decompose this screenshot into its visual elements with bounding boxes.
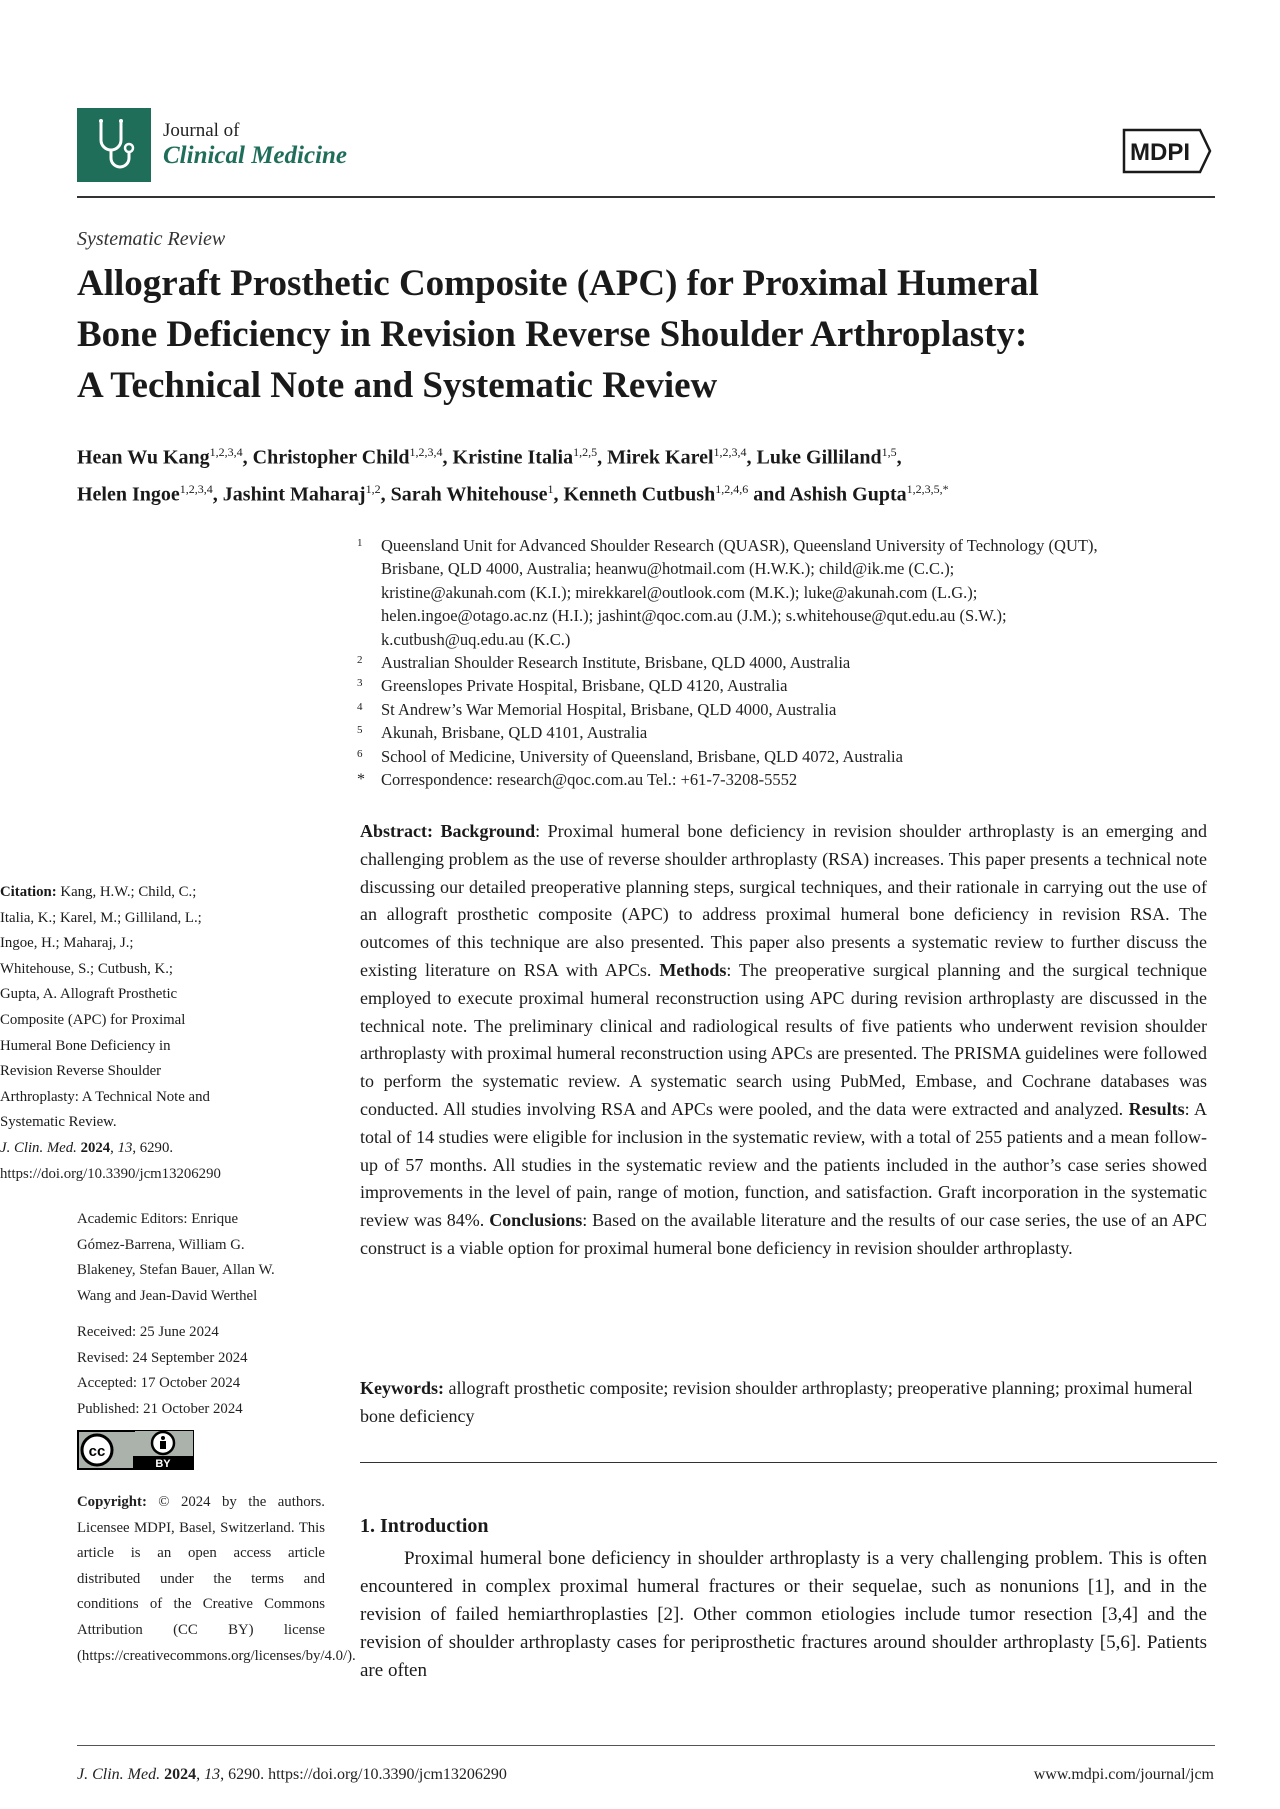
author-list [77, 437, 1217, 510]
affiliation-mark: 5 [357, 724, 363, 737]
keywords [360, 1375, 1207, 1431]
affiliation-line: kristine@akunah.com (K.I.); mirekkarel@outlook.com (M.K.); luke@akunah.com (L.G.); [381, 582, 978, 602]
author-affiliation-marks: 1,2,3,4 [209, 445, 243, 459]
citation-line: Arthroplasty: A Technical Note and [0, 1088, 210, 1105]
author-name[interactable]: Helen Ingoe [77, 483, 180, 506]
copyright-notice [77, 1490, 356, 1669]
date-received: Received: 25 June 2024 [77, 1324, 219, 1340]
citation-pages: , 6290. [132, 1139, 174, 1156]
citation-year: 2024 [80, 1139, 111, 1156]
article-title [77, 258, 1177, 411]
citation-line: Revision Reverse Shoulder [0, 1063, 162, 1080]
editors-line: Academic Editors: Enrique [77, 1211, 239, 1227]
affiliation-item [357, 674, 1217, 697]
footer-journal: J. Clin. Med. [77, 1766, 161, 1783]
affiliation-line: Greenslopes Private Hospital, Brisbane, QLD 4120, Australia [381, 676, 788, 696]
citation-line: Italia, K.; Karel, M.; Gilliland, L.; [0, 909, 202, 926]
author-name[interactable]: Luke Gilliland [756, 446, 882, 469]
author-affiliation-marks: 1,2,3,5,* [906, 481, 949, 496]
author-name[interactable]: Sarah Whitehouse [390, 483, 548, 506]
abstract-conclusions-label: Conclusions [489, 1210, 583, 1231]
footer-volume: 13 [204, 1766, 221, 1783]
affiliation-item [357, 534, 1217, 651]
author-affiliation-marks: 1,5 [881, 445, 897, 459]
author-separator: , [380, 483, 391, 506]
author-affiliation-marks: 1 [547, 481, 554, 496]
citation-doi-link[interactable]: https://doi.org/10.3390/jcm13206290 [0, 1165, 221, 1182]
copyright-label: Copyright: [77, 1494, 147, 1510]
affiliation-mark: * [357, 771, 365, 789]
editors-line: Blakeney, Stefan Bauer, Allan W. [77, 1262, 275, 1279]
affiliation-line: Queensland Unit for Advanced Shoulder Research (QUASR), Queensland University of Technology (QUT), [381, 536, 1098, 555]
author-affiliation-marks: 1,2,4,6 [715, 481, 749, 496]
affiliation-line: k.cutbush@uq.edu.au (K.C.) [381, 629, 571, 649]
abstract-background-text: : Proximal humeral bone deficiency in revision shoulder arthroplasty is an emerging and challenging problem as the use of reverse shoulder arthroplasty (RSA) increases. This paper presents a technical note discussing our detailed preoperative planning steps, surgical techniques, and their rationale in carrying out the use of an allograft prosthetic composite (APC) to address proximal humeral bone deficiency in revision RSA. The outcomes of this technique are also presented. This paper also presents a systematic review to further discuss the existing literature on RSA with APCs. [360, 821, 1207, 980]
title-line: Allograft Prosthetic Composite (APC) for Proximal Humeral [77, 263, 1039, 304]
affiliations [357, 534, 1217, 791]
footer-doi: , 6290. https://doi.org/10.3390/jcm13206290 [220, 1766, 507, 1783]
journal-name-small: Journal of [163, 120, 240, 141]
author-name[interactable]: Mirek Karel [607, 446, 714, 469]
author-affiliation-marks: 1,2,3,4 [179, 481, 213, 496]
publisher-logo [1116, 124, 1214, 183]
date-revised: Revised: 24 September 2024 [77, 1349, 248, 1366]
editors-line: Gómez-Barrena, William G. [77, 1236, 245, 1253]
date-accepted: Accepted: 17 October 2024 [77, 1375, 241, 1392]
author-separator: , [442, 446, 453, 469]
author-separator: and [748, 483, 790, 506]
abstract-results-text: : A total of 14 studies were eligible for inclusion in the systematic review, with a total of 255 patients and a mean follow-up of 57 months. All studies in the systematic review and the patients included in the author’s case series showed improvements in the level of pain, range of motion, function, and satisfaction. Graft incorporation in the systematic review was 84%. [360, 1098, 1207, 1231]
publication-dates [77, 1320, 327, 1422]
svg-text:cc: cc [88, 1443, 106, 1460]
abstract-results-label: Results [1128, 1098, 1185, 1119]
author-separator: , [553, 483, 564, 506]
author-name[interactable]: Hean Wu Kang [77, 446, 210, 469]
section-divider [360, 1462, 1217, 1463]
title-line: A Technical Note and Systematic Review [77, 365, 718, 406]
affiliation-item [357, 745, 1217, 768]
affiliation-line: Akunah, Brisbane, QLD 4101, Australia [381, 723, 648, 743]
affiliation-mark: 3 [357, 677, 363, 690]
author-name[interactable]: Ashish Gupta [789, 483, 907, 506]
affiliation-item [357, 698, 1217, 721]
section-heading: 1. Introduction [360, 1515, 489, 1537]
author-separator: , [242, 446, 253, 469]
author-affiliation-marks: 1,2,3,4 [409, 445, 443, 459]
affiliation-item [357, 721, 1217, 744]
author-name[interactable]: Christopher Child [252, 446, 410, 469]
cc-by-label: BY [155, 1458, 171, 1470]
author-name[interactable]: Kristine Italia [452, 446, 574, 469]
citation-volume: 13 [117, 1139, 133, 1156]
citation-line: Gupta, A. Allograft Prosthetic [0, 986, 178, 1003]
header-divider [77, 196, 1215, 198]
citation-label: Citation: [0, 884, 57, 900]
citation-line: Ingoe, H.; Maharaj, J.; [0, 935, 134, 952]
citation-line: Humeral Bone Deficiency in [0, 1037, 171, 1054]
affiliation-line: School of Medicine, University of Queensland, Brisbane, QLD 4072, Australia [381, 746, 903, 766]
author-name[interactable]: Jashint Maharaj [222, 483, 366, 506]
author-affiliation-marks: 1,2 [365, 481, 381, 496]
citation-line: Kang, H.W.; Child, C.; [56, 884, 197, 900]
affiliation-line: Correspondence: research@qoc.com.au Tel.: +61-7-3208-5552 [381, 770, 798, 790]
abstract-conclusions-text: : Based on the available literature and the results of our case series, the use of an APC construct is a viable option for proximal humeral bone deficiency in revision shoulder arthroplasty. [360, 1210, 1207, 1258]
affiliation-line: Australian Shoulder Research Institute, Brisbane, QLD 4000, Australia [381, 653, 851, 673]
author-affiliation-marks: 1,2,3,4 [713, 445, 747, 459]
abstract-label: Abstract: [360, 821, 433, 841]
affiliation-mark: 4 [357, 700, 363, 713]
author-line [77, 474, 1217, 511]
citation-block: Citation: Kang, H.W.; Child, C.; Italia, K.; Karel, M.; Gilliland, L.; Ingoe, H.; Maharaj, J.; Whitehouse, S.; Cutbush, K.; Gupta, A. Allograft Prosthetic Composite (APC) for Proximal Humeral Bone Deficiency in Revision Reverse Shoulder Arthroplasty: A Technical Note and Systematic Review. J. Clin. Med. 2024, 13, 6290. https://doi.org/10.3390/jcm13206290 [0, 884, 221, 1182]
abstract-background-label: Background [440, 821, 536, 841]
article-type: Systematic Review [77, 228, 226, 250]
publisher-name: MDPI [1130, 139, 1190, 166]
author-separator: , [597, 446, 608, 469]
footer-year: 2024 [164, 1766, 197, 1783]
affiliation-item [357, 651, 1217, 674]
introduction-paragraph: Proximal humeral bone deficiency in shoulder arthroplasty is a very challenging problem. This is often encountered in complex proximal humeral fractures or their sequelae, such as nonunions [1], and in the revision of failed hemiarthroplasties [2]. Other common etiologies include tumor resection [3,4] and the revision of shoulder arthroplasty cases for periprosthetic fractures around shoulder arthroplasty [5,6]. Patients are often [360, 1548, 1207, 1681]
affiliation-mark: 2 [357, 654, 363, 667]
copyright-text: © 2024 by the authors. Licensee MDPI, Basel, Switzerland. This article is an open access article distributed under the terms and conditions of the Creative Commons Attribution (CC BY) license (https://creativecommons.org/licenses/by/4.0/). [77, 1494, 356, 1664]
author-separator: , [212, 483, 223, 506]
cc-by-license-badge[interactable] [77, 1430, 194, 1470]
abstract-methods-label: Methods [659, 959, 727, 980]
academic-editors [77, 1207, 327, 1309]
date-published: Published: 21 October 2024 [77, 1400, 243, 1417]
footer-citation: J. Clin. Med. 2024, 13, 6290. https://doi.org/10.3390/jcm13206290 [77, 1766, 507, 1783]
affiliation-line: helen.ingoe@otago.ac.nz (H.I.); jashint@qoc.com.au (J.M.); s.whitehouse@qut.edu.au (S.W.); [381, 606, 1007, 626]
affiliation-mark: 1 [357, 537, 363, 549]
affiliation-mark: 6 [357, 747, 363, 760]
footer-divider [77, 1745, 1215, 1746]
editors-line: Wang and Jean-David Werthel [77, 1287, 258, 1304]
citation-line: Whitehouse, S.; Cutbush, K.; [0, 960, 174, 977]
keywords-label: Keywords: [360, 1378, 444, 1398]
journal-website-link[interactable]: www.mdpi.com/journal/jcm [1033, 1766, 1214, 1783]
stethoscope-icon [77, 108, 151, 182]
affiliation-line: St Andrew’s War Memorial Hospital, Brisbane, QLD 4000, Australia [381, 699, 837, 719]
journal-name-main: Clinical Medicine [163, 141, 348, 169]
journal-logo [77, 108, 151, 182]
author-line [77, 437, 1217, 474]
citation-line: Systematic Review. [0, 1114, 117, 1131]
keywords-text: allograft prosthetic composite; revision shoulder arthroplasty; preoperative planning; proximal humeral bone deficiency [360, 1378, 1193, 1426]
affiliation-line: Brisbane, QLD 4000, Australia; heanwu@hotmail.com (H.W.K.); child@ik.me (C.C.); [381, 559, 955, 579]
abstract-methods-text: : The preoperative surgical planning and the surgical technique employed to execute proximal humeral reconstruction using APC during revision arthroplasty are discussed in the technical note. The preliminary clinical and radiological results of five patients who underwent revision shoulder arthroplasty with proximal humeral reconstruction using APCs are presented. The PRISMA guidelines were followed to perform the systematic review. A systematic search using PubMed, Embase, and Cochrane databases was conducted. All studies involving RSA and APCs were pooled, and the data were extracted and analyzed. [360, 959, 1208, 1119]
author-separator: , [746, 446, 757, 469]
title-line: Bone Deficiency in Revision Reverse Shoulder Arthroplasty: [77, 314, 1028, 355]
abstract [360, 818, 1207, 1263]
author-name[interactable]: Kenneth Cutbush [563, 483, 716, 506]
citation-journal: J. Clin. Med. [0, 1139, 77, 1156]
citation-line: Composite (APC) for Proximal [0, 1011, 186, 1028]
author-affiliation-marks: 1,2,5 [573, 445, 598, 459]
journal-name [163, 120, 347, 171]
author-separator: , [896, 446, 902, 469]
affiliation-item [357, 768, 1217, 791]
